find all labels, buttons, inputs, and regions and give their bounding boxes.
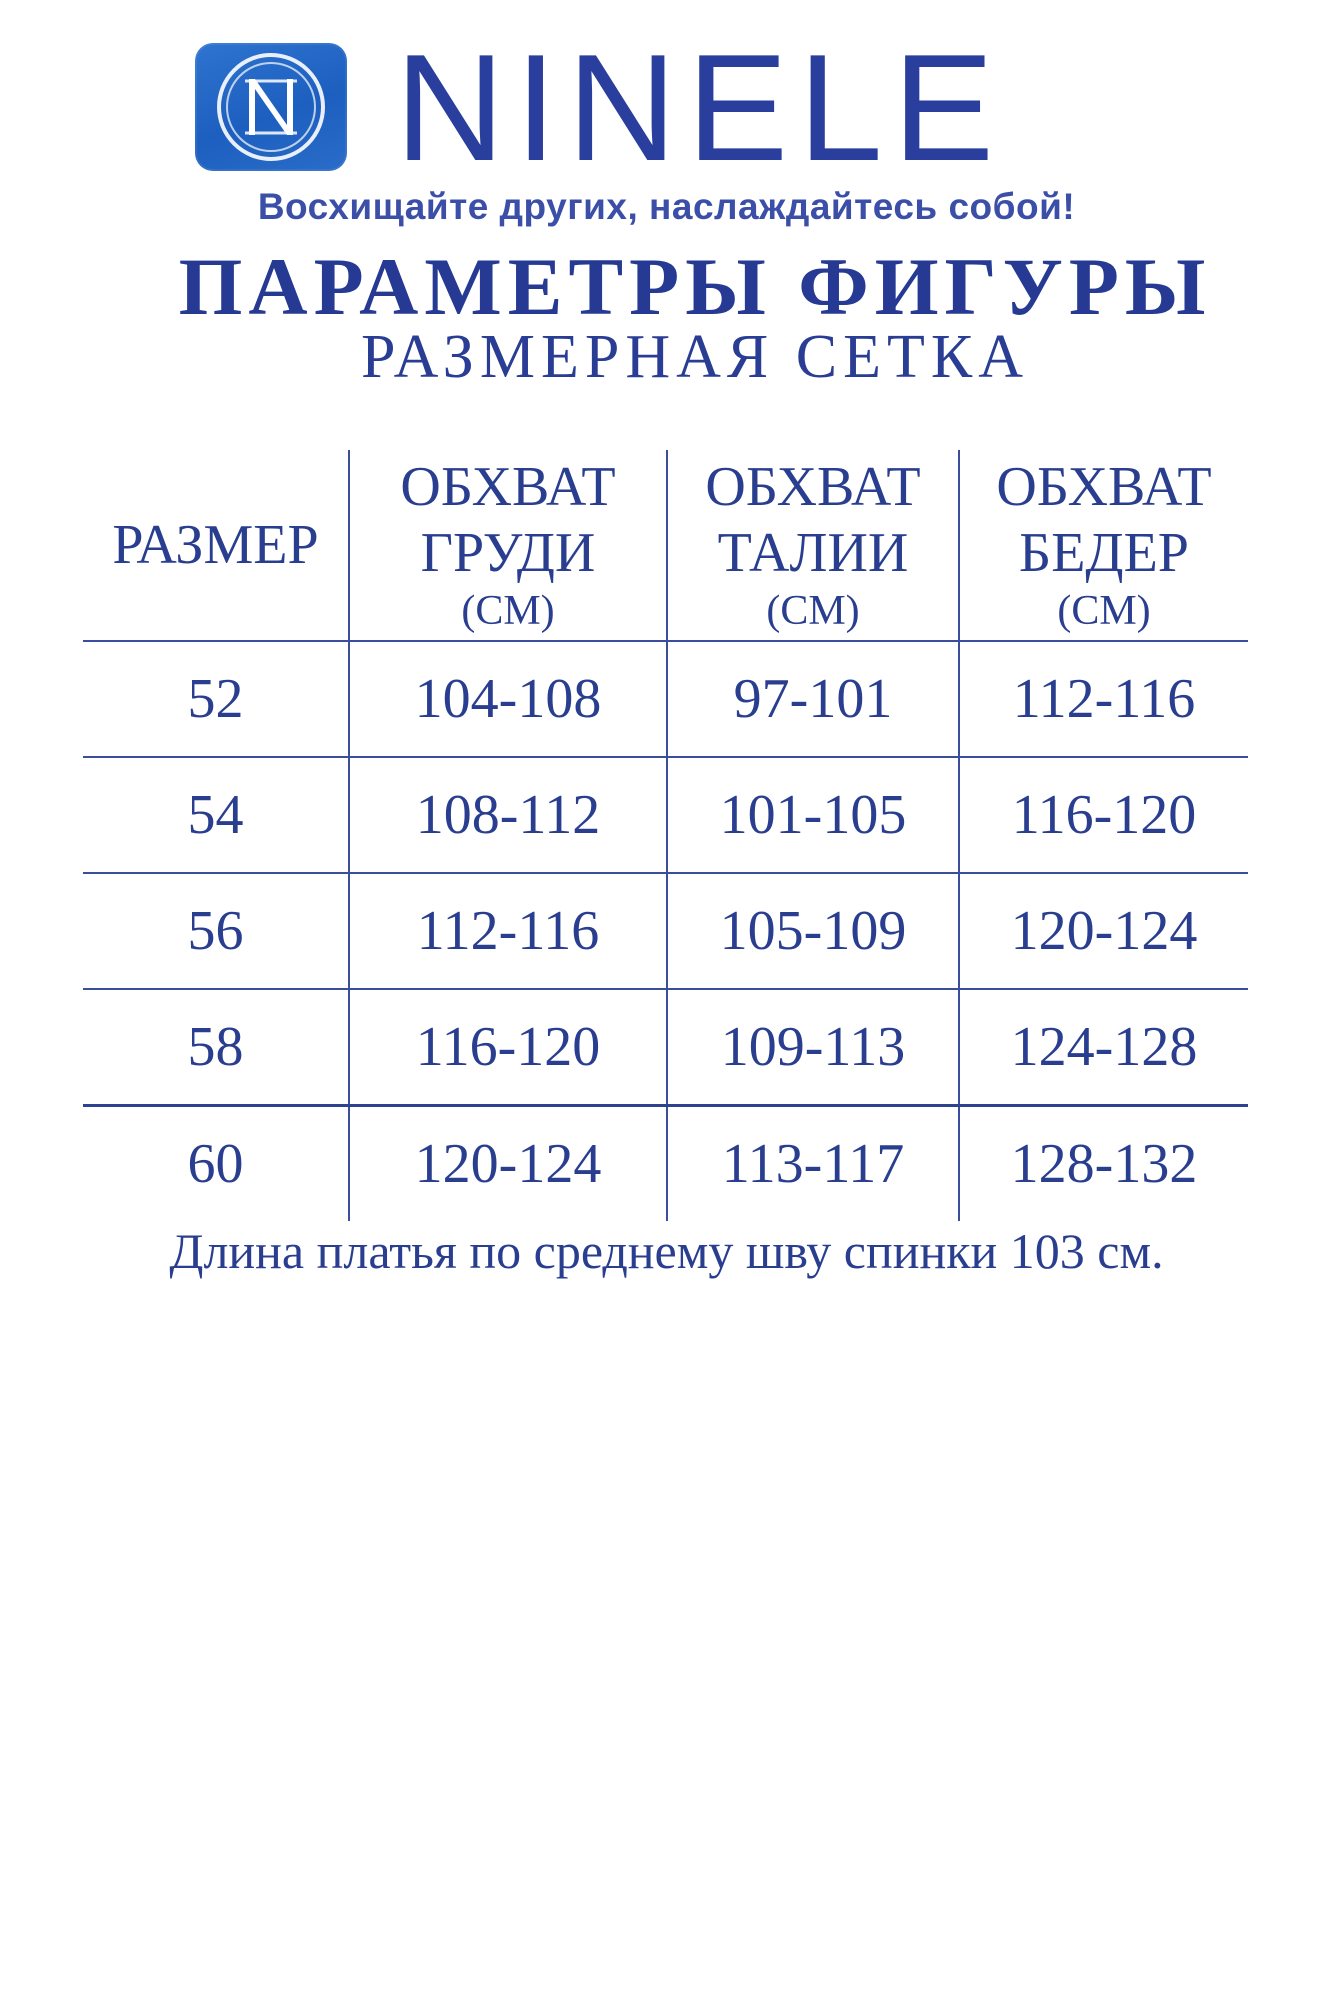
cell-hips: 112-116 — [959, 641, 1248, 757]
header-waist-unit: (СМ) — [766, 588, 860, 634]
table-row — [83, 641, 1248, 757]
n-monogram-icon — [195, 43, 347, 171]
cell-size: 58 — [83, 989, 349, 1106]
header-hips-line2: БЕДЕР — [1019, 522, 1189, 584]
header-chest-line2: ГРУДИ — [420, 522, 596, 584]
cell-size: 56 — [83, 873, 349, 989]
header-chest-line1: ОБХВАТ — [400, 456, 616, 518]
header-waist-line1: ОБХВАТ — [705, 456, 921, 518]
header-chest-unit: (СМ) — [461, 588, 555, 634]
page-title: ПАРАМЕТРЫ ФИГУРЫ — [178, 241, 1212, 332]
table-header-row — [83, 450, 1248, 641]
cell-chest: 116-120 — [349, 989, 667, 1106]
cell-waist: 113-117 — [667, 1106, 959, 1222]
cell-chest: 104-108 — [349, 641, 667, 757]
table-row — [83, 873, 1248, 989]
cell-size: 52 — [83, 641, 349, 757]
brand-tagline: Восхищайте других, наслаждайтесь собой! — [257, 186, 1076, 227]
cell-chest: 108-112 — [349, 757, 667, 873]
header-chest — [349, 450, 667, 641]
dress-length-note: Длина платья по среднему шву спинки 103 см. — [169, 1223, 1164, 1279]
cell-waist: 105-109 — [667, 873, 959, 989]
cell-hips: 116-120 — [959, 757, 1248, 873]
table-row — [83, 1106, 1248, 1222]
header-hips — [959, 450, 1248, 641]
logo-badge — [195, 43, 347, 171]
cell-hips: 128-132 — [959, 1106, 1248, 1222]
cell-waist: 97-101 — [667, 641, 959, 757]
cell-hips: 124-128 — [959, 989, 1248, 1106]
header-hips-line1: ОБХВАТ — [996, 456, 1212, 518]
cell-waist: 109-113 — [667, 989, 959, 1106]
cell-size: 54 — [83, 757, 349, 873]
header-hips-unit: (СМ) — [1057, 588, 1151, 634]
cell-chest: 112-116 — [349, 873, 667, 989]
brand-name: NINELE — [395, 23, 1005, 193]
header-waist — [667, 450, 959, 641]
header-size-label: РАЗМЕР — [112, 514, 319, 576]
header-waist-line2: ТАЛИИ — [717, 522, 909, 584]
cell-size: 60 — [187, 1133, 244, 1195]
size-chart-table — [83, 450, 1248, 1221]
table-row — [83, 989, 1248, 1106]
table-row — [83, 757, 1248, 873]
brand-header — [195, 23, 1155, 193]
page-subtitle: РАЗМЕРНАЯ СЕТКА — [361, 323, 1029, 391]
header-size — [83, 450, 349, 641]
cell-waist: 101-105 — [667, 757, 959, 873]
cell-hips: 120-124 — [959, 873, 1248, 989]
cell-chest: 120-124 — [349, 1106, 667, 1222]
